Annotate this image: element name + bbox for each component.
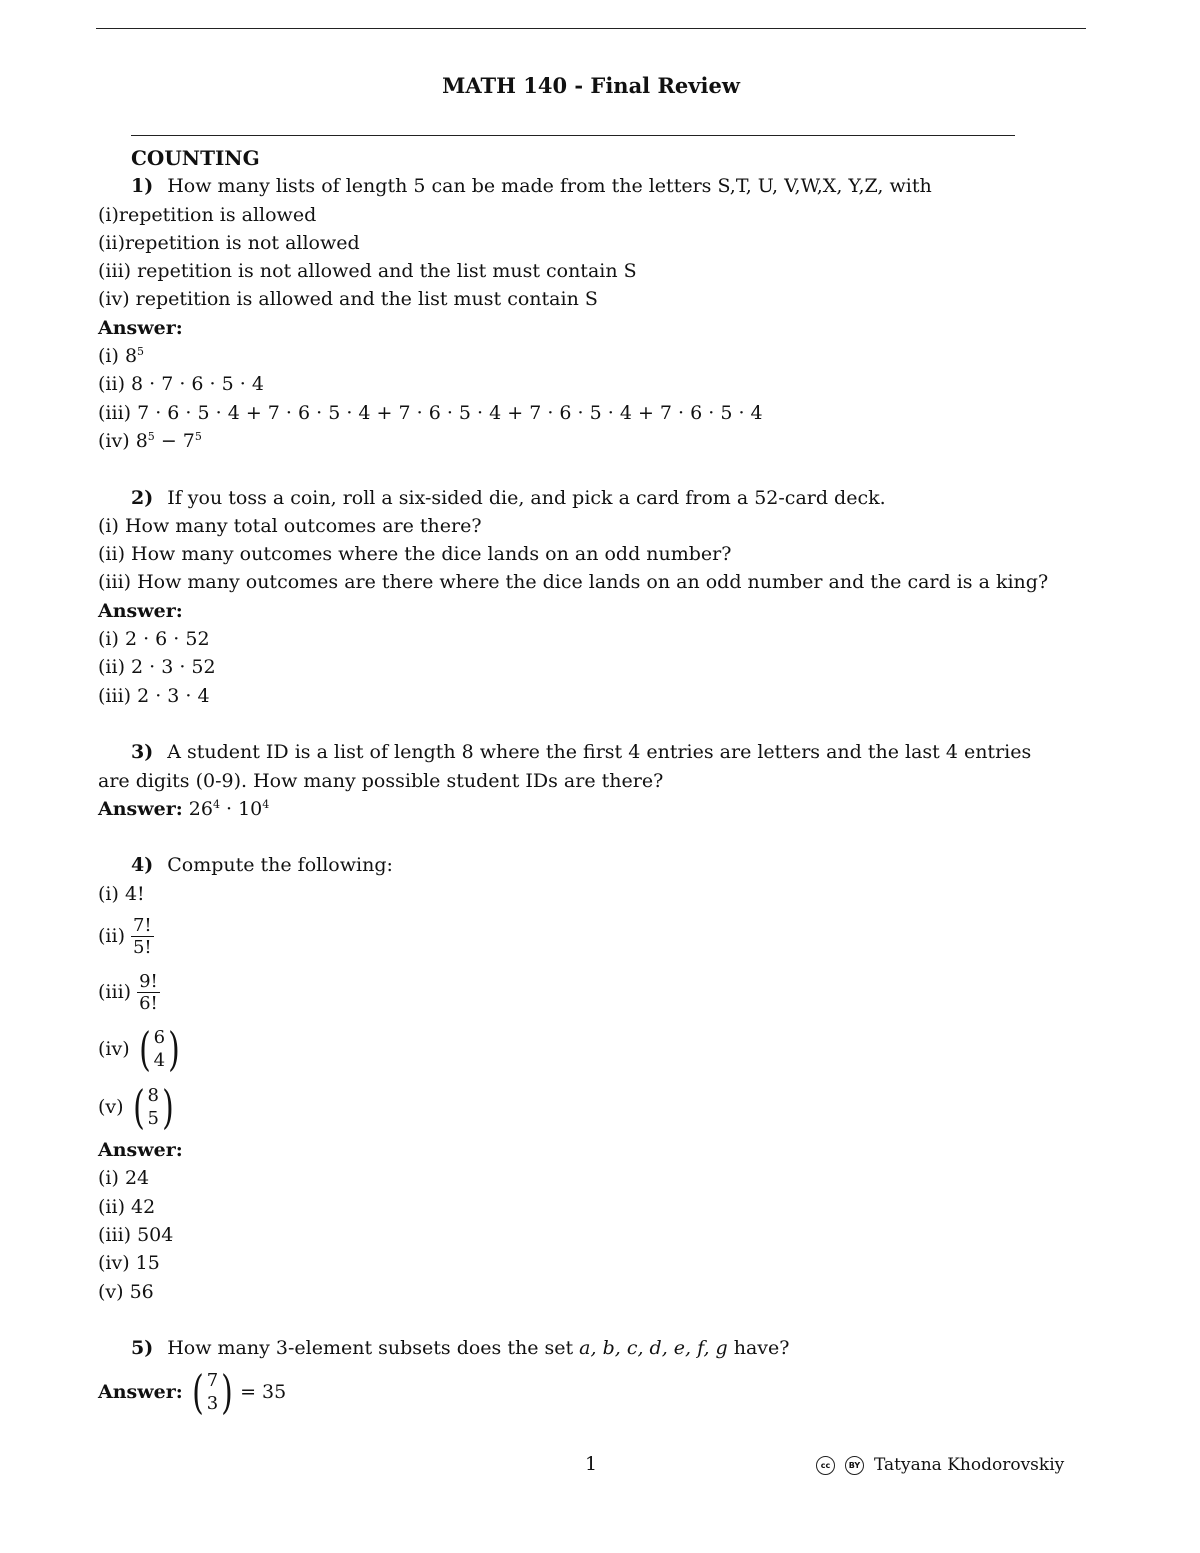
math-base: 7 [182, 429, 195, 452]
title-rule [131, 135, 1015, 136]
fraction-denominator: 6! [139, 992, 158, 1014]
binomial: ( 8 5 ) [132, 1080, 174, 1135]
question-text: How many lists of length 5 can be made from the letters S,T, U, V,W,X, Y,Z, with [167, 175, 932, 198]
top-rule [96, 28, 1086, 29]
question-text: If you toss a coin, roll a six-sided die, and pick a card from a 52-card deck. [167, 486, 886, 509]
question-2 [98, 484, 1088, 512]
math-base: 26 [188, 797, 213, 820]
math-exponent: 5 [147, 429, 155, 443]
answer-line: (iii) 504 [98, 1223, 174, 1246]
fraction-numerator: 9! [139, 970, 158, 992]
answer-part-label: (i) [98, 345, 125, 368]
question-part-label: (ii) [98, 925, 125, 948]
question-part-label: (v) [98, 1096, 124, 1119]
question-text: Compute the following: [167, 854, 393, 877]
question-part [98, 1020, 1088, 1078]
math-operator: · [219, 797, 239, 820]
question-text: How many 3-element subsets does the set [167, 1337, 580, 1360]
math-exponent: 5 [137, 345, 145, 359]
binomial-bottom: 3 [206, 1393, 219, 1415]
license-attribution [816, 1455, 1064, 1475]
answer-label: Answer: [98, 1139, 183, 1162]
answer-label: Answer: [98, 599, 183, 622]
document-body [98, 144, 1088, 1422]
question-part: (iv) repetition is allowed and the list must contain S [98, 288, 598, 311]
question-part [98, 1078, 1088, 1136]
creative-commons-icon: cc [816, 1456, 835, 1475]
question-part-label: (iii) [98, 981, 132, 1004]
question-part-label: (iv) [98, 1038, 130, 1061]
binomial-bottom: 4 [153, 1050, 166, 1072]
question-part [98, 908, 1088, 964]
binomial-bottom: 5 [147, 1108, 159, 1130]
question-1 [98, 172, 1088, 200]
fraction [131, 915, 154, 958]
question-number: 1) [131, 175, 154, 198]
question-number: 2) [131, 486, 154, 509]
binomial-top: 7 [206, 1370, 219, 1392]
answer-line: (ii) 2 · 3 · 52 [98, 656, 216, 679]
answer-part-label: (iv) [98, 429, 136, 452]
math-exponent: 4 [262, 797, 270, 811]
author-name: Tatyana Khodorovskiy [874, 1455, 1065, 1475]
answer-line: (v) 56 [98, 1280, 154, 1303]
fraction-denominator: 5! [132, 936, 152, 958]
question-part: (ii) How many outcomes where the dice lands on an odd number? [98, 543, 732, 566]
fraction-numerator: 7! [132, 914, 152, 936]
question-part: (i) How many total outcomes are there? [98, 514, 482, 537]
answer-line: (iii) 2 · 3 · 4 [98, 684, 210, 707]
attribution-icon: BY [845, 1456, 864, 1475]
question-4 [98, 851, 1088, 879]
answer-line [98, 795, 1088, 823]
page-number: 1 [585, 1453, 598, 1475]
answer-line: (ii) 8 · 7 · 6 · 5 · 4 [98, 373, 264, 396]
question-part [98, 964, 1088, 1020]
answer-line [98, 427, 1088, 455]
binomial: ( 7 3 ) [191, 1365, 233, 1420]
answer-result: = 35 [240, 1381, 287, 1404]
question-part: (ii)repetition is not allowed [98, 231, 360, 254]
binomial-top: 6 [153, 1027, 166, 1049]
math-base: 8 [135, 429, 148, 452]
question-text: A student ID is a list of length 8 where the first 4 entries are letters and the last 4 entries [167, 741, 1032, 764]
answer-line: (iv) 15 [98, 1252, 160, 1275]
answer-line: (ii) 42 [98, 1195, 156, 1218]
document-title: MATH 140 - Final Review [442, 73, 740, 98]
question-part: (iii) repetition is not allowed and the list must contain S [98, 260, 637, 283]
question-3 [98, 738, 1088, 766]
math-exponent: 5 [194, 429, 202, 443]
question-number: 3) [131, 741, 154, 764]
answer-label: Answer: [98, 797, 183, 820]
question-5 [98, 1334, 1088, 1362]
answer-label: Answer: [98, 1381, 183, 1404]
binomial-top: 8 [147, 1085, 159, 1107]
answer-line: (i) 24 [98, 1167, 150, 1190]
math-base: 10 [238, 797, 263, 820]
answer-line: (iii) 7 · 6 · 5 · 4 + 7 · 6 · 5 · 4 + 7 · 6 · 5 · 4 + 7 · 6 · 5 · 4 + 7 · 6 · 5 · 4 [98, 401, 763, 424]
answer-line [98, 342, 1088, 370]
question-part: (i)repetition is allowed [98, 203, 317, 226]
answer-line [98, 1362, 1088, 1422]
math-base: 8 [124, 345, 138, 368]
question-part: (iii) How many outcomes are there where the dice lands on an odd number and the card is a king? [98, 571, 1049, 594]
question-number: 5) [131, 1337, 154, 1360]
question-text-continued: are digits (0-9). How many possible student IDs are there? [98, 769, 664, 792]
binomial: ( 6 4 ) [138, 1022, 180, 1077]
question-text: have? [727, 1337, 790, 1360]
math-operator: − [154, 429, 183, 452]
math-exponent: 4 [212, 797, 220, 811]
answer-line: (i) 2 · 6 · 52 [98, 628, 210, 651]
set-elements: a, b, c, d, e, f, g [579, 1337, 728, 1360]
question-part: (i) 4! [98, 882, 145, 905]
section-heading: COUNTING [131, 146, 260, 170]
answer-label: Answer: [98, 316, 183, 339]
question-number: 4) [131, 854, 154, 877]
fraction [137, 971, 160, 1014]
